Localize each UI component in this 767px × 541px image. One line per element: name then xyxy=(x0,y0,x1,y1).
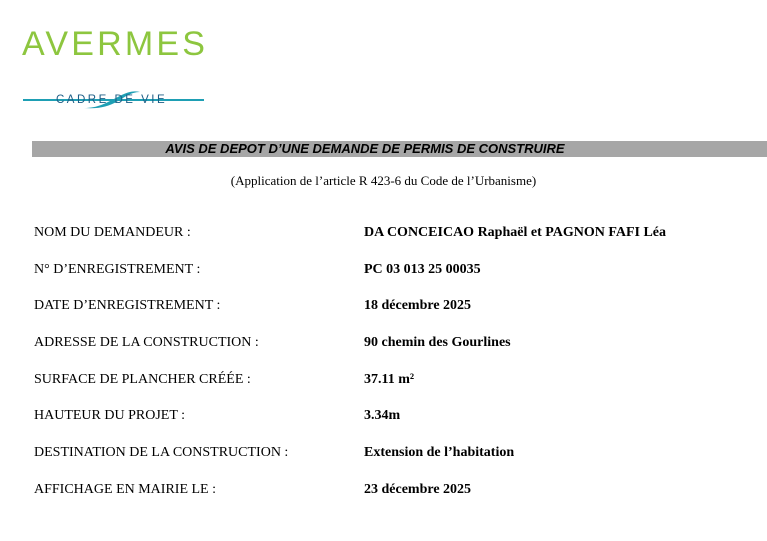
field-row-applicant xyxy=(34,224,754,261)
posting-date-value: 23 décembre 2025 xyxy=(364,481,472,497)
floor-area-value: 37.11 m² xyxy=(364,371,415,387)
registration-date-label: DATE D’ENREGISTREMENT : xyxy=(34,298,221,314)
notice-title-bar xyxy=(32,141,767,157)
field-row-destination xyxy=(34,444,754,481)
height-label: HAUTEUR DU PROJET : xyxy=(34,408,186,424)
logo-wordmark: AVERMES xyxy=(22,25,209,63)
posting-date-label: AFFICHAGE EN MAIRIE LE : xyxy=(34,481,216,497)
field-row-posting-date xyxy=(34,481,754,518)
registration-number-value: PC 03 013 25 00035 xyxy=(364,261,481,277)
field-row-registration-number xyxy=(34,261,754,298)
notice-title: AVIS DE DEPOT D’UNE DEMANDE DE PERMIS DE CONSTRUIRE xyxy=(165,141,565,156)
floor-area-label: SURFACE DE PLANCHER CRÉÉE : xyxy=(34,371,251,387)
field-row-height xyxy=(34,407,754,444)
destination-label: DESTINATION DE LA CONSTRUCTION : xyxy=(34,445,289,461)
applicant-value: DA CONCEICAO Raphaël et PAGNON FAFI Léa xyxy=(364,225,667,240)
permit-details xyxy=(34,224,754,518)
destination-value: Extension de l’habitation xyxy=(364,445,515,461)
field-row-floor-area xyxy=(34,371,754,408)
registration-number-label: N° D’ENREGISTREMENT : xyxy=(34,261,201,277)
notice-subtitle: (Application de l’article R 423-6 du Code de l’Urbanisme) xyxy=(230,173,537,188)
address-label: ADRESSE DE LA CONSTRUCTION : xyxy=(34,335,259,351)
field-row-registration-date xyxy=(34,297,754,334)
applicant-label: NOM DU DEMANDEUR : xyxy=(34,225,191,240)
logo-tagline: CADRE DE VIE xyxy=(56,94,168,106)
field-row-address xyxy=(34,334,754,371)
avermes-logo xyxy=(22,24,207,114)
height-value: 3.34m xyxy=(364,408,401,424)
address-value: 90 chemin des Gourlines xyxy=(364,335,511,351)
registration-date-value: 18 décembre 2025 xyxy=(364,298,472,314)
